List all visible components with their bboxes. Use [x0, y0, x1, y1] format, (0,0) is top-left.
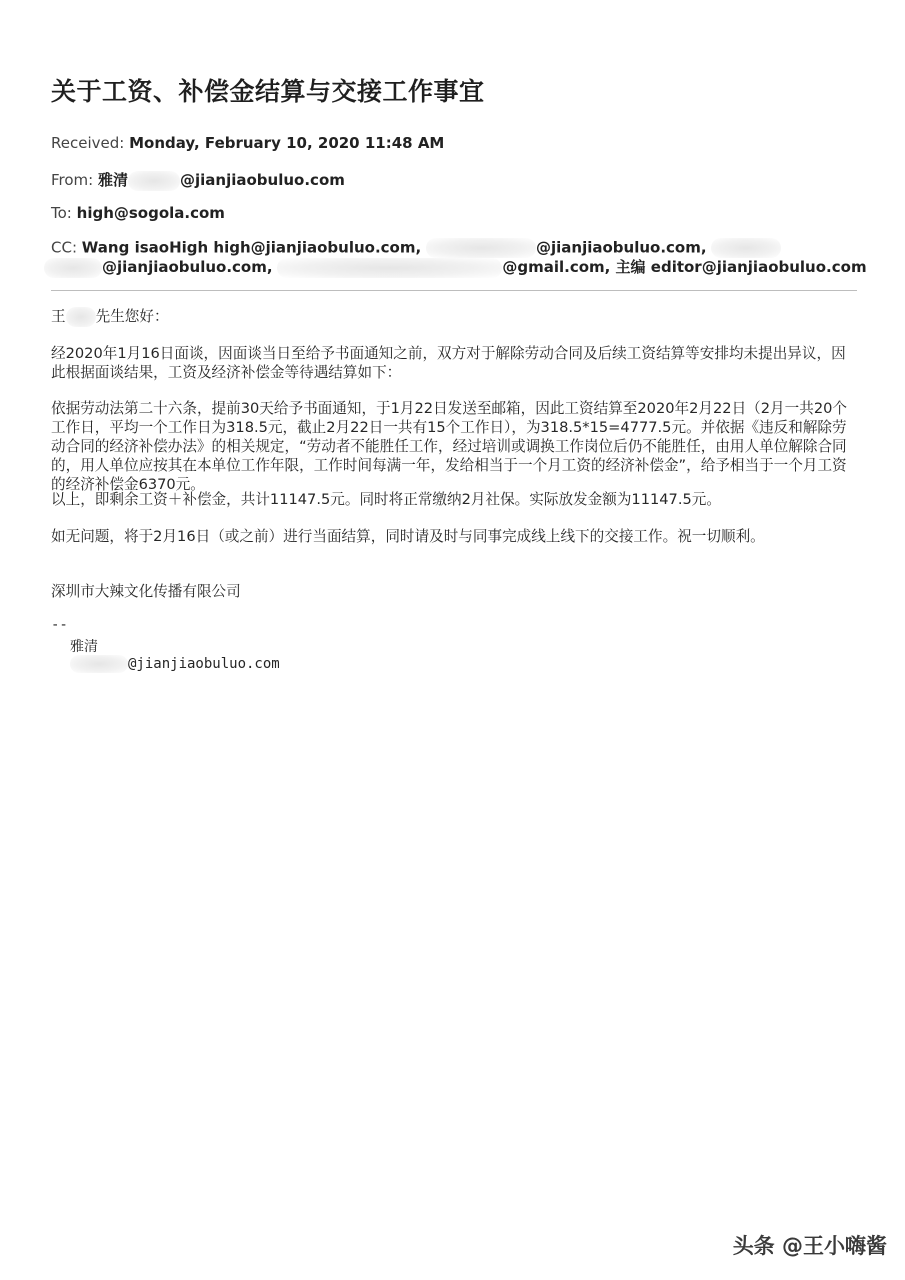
body-paragraph-3: 以上，即剩余工资＋补偿金，共计11147.5元。同时将正常缴纳2月社保。实际放发金额为11147.5元。 [51, 491, 721, 508]
to-value[interactable]: high@sogola.com [76, 204, 225, 222]
cc-row-2 [44, 256, 867, 278]
from-domain[interactable]: @jianjiaobuluo.com [180, 171, 345, 189]
to-row [51, 204, 225, 222]
redaction-blur [70, 655, 128, 673]
from-row [51, 169, 345, 191]
signature-email [70, 655, 280, 673]
cc-label: CC: [51, 238, 78, 257]
received-label: Received: [51, 134, 125, 152]
received-row [51, 134, 444, 152]
email-subject: 关于工资、补偿金结算与交接工作事宜 [51, 77, 485, 106]
cc-row-1 [51, 238, 781, 258]
watermark: 头条 @王小嗨酱 [732, 1234, 887, 1258]
received-value: Monday, February 10, 2020 11:48 AM [129, 134, 445, 152]
body-paragraph-4: 如无问题，将于2月16日（或之前）进行当面结算，同时请及时与同事完成线上线下的交接工作。祝一切顺利。 [51, 528, 765, 545]
greeting-prefix: 王 [51, 308, 66, 325]
signature-separator: -- [51, 617, 68, 633]
redaction-blur [711, 238, 781, 258]
redaction-blur [128, 171, 180, 191]
redaction-blur [66, 307, 96, 327]
redaction-blur [44, 258, 102, 278]
company-name: 深圳市大辣文化传播有限公司 [51, 583, 241, 600]
from-name[interactable]: 雅清 [98, 171, 129, 189]
redaction-blur [277, 258, 502, 278]
cc-entry-3[interactable]: @jianjiaobuluo.com, [102, 258, 273, 276]
cc-entry-2[interactable]: @jianjiaobuluo.com, [535, 238, 707, 257]
header-divider [51, 290, 857, 291]
from-label: From: [51, 171, 94, 189]
body-paragraph-2: 依据劳动法第二十六条，提前30天给予书面通知，于1月22日发送至邮箱，因此工资结算至2020年2月22日（2月一共20个工作日，平均一个工作日为318.5元，截止2月22日一共有15个工作日），为318.5*15=4777.5元。并依据《违反和解除劳动合同的经济补偿办法》的相关规定，“劳动者不能胜任工作，经过培训或调换工作岗位后仍不能胜任，由用人单位解除合同的，用人单位应按其在本单位工作年限，工作时间每满一年，发给相当于一个月工资的经济补偿金”，给予相当于一个月工资的经济补偿金6370元。 [51, 400, 847, 493]
redaction-blur [426, 238, 536, 258]
to-label: To: [51, 204, 72, 222]
cc-entry-1[interactable]: Wang isaoHigh high@jianjiaobuluo.com, [81, 238, 422, 257]
signature-email-domain[interactable]: @jianjiaobuluo.com [128, 656, 280, 672]
body-paragraph-1: 经2020年1月16日面谈，因面谈当日至给予书面通知之前，双方对于解除劳动合同及后续工资结算等安排均未提出异议，因此根据面谈结果，工资及经济补偿金等待遇结算如下： [51, 345, 846, 381]
cc-entry-4[interactable]: @gmail.com, 主编 editor@jianjiaobuluo.com [502, 258, 867, 276]
greeting [51, 307, 857, 327]
signature-name: 雅清 [70, 639, 98, 655]
greeting-suffix: 先生您好： [95, 308, 169, 325]
